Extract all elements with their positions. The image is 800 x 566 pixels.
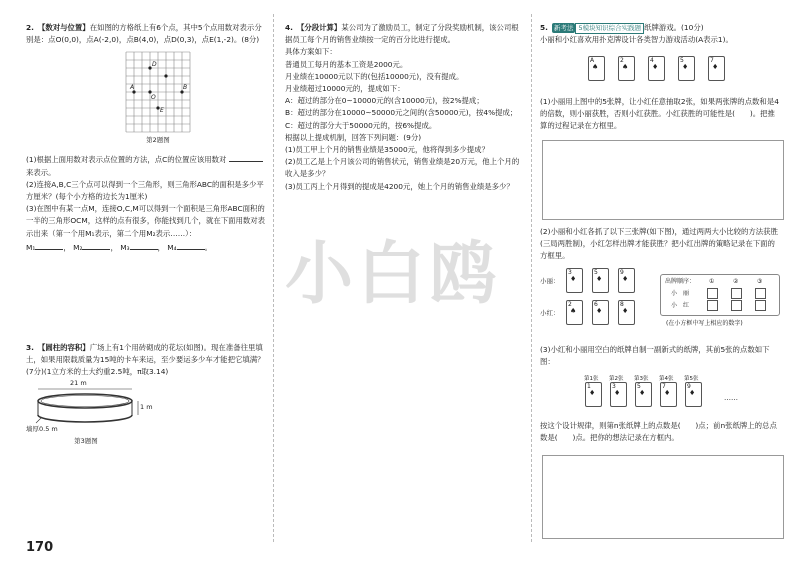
q4-question-3: (3)员工丙上个月得到的提成是4200元，她上个月的销售业绩是多少？	[285, 181, 514, 191]
q5-part2-wrap	[540, 226, 782, 263]
order-num-2: ②	[733, 278, 739, 285]
q4-question-2: (2)员工乙是上个月该公司的销售状元，销售业绩是20万元，他上个月的收入是多少？	[285, 157, 520, 179]
seq-card-4: 7 ♦	[660, 382, 677, 407]
column-divider-1	[273, 14, 274, 542]
point-C	[164, 75, 167, 78]
q5-part3b-wrap	[540, 420, 782, 444]
q2-part2: (2)连接A,B,C三个点可以得到一个三角形，则三角形ABC的面积是多少平方厘米？(每个小方格的边长为1厘米)	[26, 179, 264, 202]
q5-answer-box-2[interactable]	[542, 455, 784, 539]
q4-line-1: 具体方案如下：	[285, 47, 337, 57]
order-num-1: ①	[709, 278, 715, 285]
card-top-2: 2 ♠	[618, 56, 635, 81]
order-box-hong-3[interactable]	[755, 300, 766, 311]
xiaohong-card-1: 2 ♠	[566, 300, 583, 325]
seq-card-3: 5 ♦	[635, 382, 652, 407]
order-table	[660, 274, 780, 316]
xiaoli-card-1: 3 ♦	[566, 268, 583, 293]
m1-blank[interactable]	[35, 240, 63, 250]
column-middle	[285, 22, 525, 193]
q3-title: 【圆柱的容积】	[37, 343, 90, 353]
order-title: 出牌顺序：	[665, 278, 696, 285]
order-box-li-1[interactable]	[707, 288, 718, 299]
q4-line-6: B：超过的部分在10000~50000元之间的(含50000元)，按4%提成；	[285, 108, 518, 118]
q2-part1-tail: 来表示。	[26, 167, 56, 177]
q5-answer-box-1[interactable]	[542, 140, 784, 220]
seq-ellipsis: ……	[724, 394, 738, 402]
q2-answer-blank-1[interactable]	[229, 152, 263, 162]
order-box-hong-1[interactable]	[707, 300, 718, 311]
q5-part3b: 按这个设计规律，则第n张纸牌上的点数是( )点；前n张纸牌上的总点数是( )点。把你的想法记录在方框内。	[540, 421, 777, 443]
q2-part1-text: (1)根据上面用数对表示点位置的方法，点C的位置应该用数对	[26, 155, 227, 165]
grid-label-D: D	[152, 61, 157, 69]
q5-header	[540, 22, 782, 34]
q4-line-0	[285, 22, 525, 46]
seq-label-5: 第5张	[684, 376, 699, 382]
m1-label: M₁	[26, 242, 36, 252]
q2-grid-figure	[26, 50, 266, 144]
order-row-xiaohong: 小 红	[671, 302, 690, 309]
q4-line-8: 根据以上提成机制，回答下列问题：(9分)	[285, 132, 422, 142]
q3-number: 3.	[26, 343, 34, 353]
q5-part2: (2)小丽和小红各抓了以下三张牌(如下图)，通过两两大小比较的方法获胜(三局两胜制)，小红怎样出牌才能获胜？把小红出牌的策略记录在下面的方框里。	[540, 227, 778, 261]
q4-line-7: C：超过的部分大于50000元的，按6%提成。	[285, 120, 437, 130]
q2-part1	[26, 152, 266, 178]
order-box-li-3[interactable]	[755, 288, 766, 299]
q4-title: 【分段计算】	[296, 23, 342, 32]
q5-number: 5.	[540, 23, 548, 32]
seq-label-4: 第4张	[659, 376, 674, 382]
top-cards	[588, 52, 738, 90]
card-top-5: 7 ♦	[708, 56, 725, 81]
q2-grid	[26, 50, 266, 134]
q4-intro: 某公司为了激励员工，制定了分段奖励机制，该公司根据员工每个月的销售业绩按一定的百分比进行提成。	[285, 23, 519, 45]
q5-hands	[540, 268, 780, 332]
xiaoli-card-3: 9 ♦	[618, 268, 635, 293]
q2-m-answers: M₁ ， M₂ ， M₃ ， M₄ 。	[26, 240, 266, 254]
q5-intro: 小丽和小红喜欢用扑克牌设计各类智力游戏活动(A表示1)。	[540, 35, 733, 45]
seq-card-5: 9 ♦	[685, 382, 702, 407]
q4-line-4: 月业绩超过10000元的，提成如下：	[285, 84, 405, 94]
column-right	[540, 22, 782, 46]
m4-label: M₄	[167, 242, 177, 252]
seq-label-3: 第3张	[634, 376, 649, 382]
q5-tag2: 5模块知识综合实践题	[575, 23, 644, 34]
m2-label: M₂	[73, 242, 83, 252]
card-top-3: 4 ♦	[648, 56, 665, 81]
q3-caption: 第3题图	[74, 436, 98, 445]
q3-figure	[26, 378, 266, 447]
sequence-cards	[584, 374, 764, 414]
q2-intro-text: 在如图的方格纸上有6个点，其中5个点用数对表示分别是：点O(0,0)，点A(-2,0)，点B(4,0)，点D(0,3)，点E(1,-2)。(8分)	[26, 23, 262, 45]
order-box-hong-2[interactable]	[731, 300, 742, 311]
q3-text	[26, 342, 266, 379]
q4-question-1: (1)员工甲上个月的销售业绩是35000元，他将得到多少提成？	[285, 145, 489, 155]
q5-part3-wrap	[540, 344, 782, 368]
order-box-li-2[interactable]	[731, 288, 742, 299]
q5-part1-wrap	[540, 96, 782, 133]
card-top-1: A ♠	[588, 56, 605, 81]
q4-number: 4.	[285, 23, 293, 32]
q2-intro	[26, 22, 266, 46]
grid-label-A: A	[130, 84, 135, 92]
q2-caption: 第2题图	[146, 136, 170, 145]
q4-line-5: A：超过的部分在0~10000元的(含10000元)，按2%提成；	[285, 96, 484, 106]
seq-card-1: 1 ♦	[585, 382, 602, 407]
xiaoli-card-2: 5 ♦	[592, 268, 609, 293]
q5-part3a: (3)小红和小丽用空白的纸牌自制一副新式的纸牌，其前5张的点数如下图：	[540, 345, 770, 367]
order-num-3: ③	[757, 278, 763, 285]
dim-height: 1 m	[140, 402, 153, 411]
xiaoli-label: 小丽：	[540, 277, 560, 285]
seq-card-2: 3 ♦	[610, 382, 627, 407]
column-left	[26, 22, 266, 447]
grid-label-E: E	[160, 107, 164, 115]
q5-part1: (1)小丽用上图中的5张牌，让小红任意抽取2张，如果两张牌的点数和是4的倍数，则小丽获胜，否则小红获胜。小红获胜的可能性是( )。把推算的过程记录在方框里。	[540, 97, 779, 131]
q5-title-tail: 纸牌游戏。(10分)	[644, 23, 704, 32]
m2-blank[interactable]	[82, 240, 110, 250]
page-number: 170	[26, 540, 54, 555]
seq-label-1: 第1张	[584, 376, 599, 382]
m3-label: M₃	[120, 242, 130, 252]
card-top-4: 5 ♦	[678, 56, 695, 81]
m3-blank[interactable]	[130, 240, 158, 250]
order-row-xiaoli: 小 丽	[671, 290, 690, 297]
grid-label-O: O	[151, 94, 156, 102]
q2-number: 2.	[26, 23, 34, 32]
dim-diameter: 21 m	[70, 378, 87, 387]
q2-title: 【数对与位置】	[37, 23, 90, 32]
q4-line-2: 普通员工每月的基本工资是2000元。	[285, 59, 408, 69]
xiaohong-card-2: 6 ♦	[592, 300, 609, 325]
order-note: (在小方框中写上相应的数字)	[666, 320, 743, 327]
q2-part3: (3)在图中有某一点M，连接O,C,M可以得到一个面积是三角形ABC面积的一半的三角形OCM，这样的点有很多，你能找到几个，就在下面用数对表示出来（第一个用M₁表示，第二个用M₂表示……）：	[26, 204, 266, 238]
q4-line-3: 月业绩在10000元以下的(包括10000元)，没有提成。	[285, 71, 464, 81]
column-divider-2	[531, 14, 532, 542]
grid-label-B: B	[183, 84, 188, 92]
seq-label-2: 第2张	[609, 376, 624, 382]
q3-body: 广场上有1个用砖砌成的花坛(如图)。现在准备往里填土，如果用限载质量为15吨的卡车来运，至少要运多少车才能把它填满？(7分)(1立方米的土大约重2.5吨，π取3.14)	[26, 343, 265, 377]
watermark: 小白鸥	[285, 235, 502, 314]
dim-wall: 墙厚0.5 m	[26, 424, 58, 433]
q5-tag: 新考法	[553, 24, 574, 32]
xiaohong-label: 小红：	[540, 309, 560, 317]
xiaohong-card-3: 8 ♦	[618, 300, 635, 325]
m4-blank[interactable]	[177, 240, 205, 250]
